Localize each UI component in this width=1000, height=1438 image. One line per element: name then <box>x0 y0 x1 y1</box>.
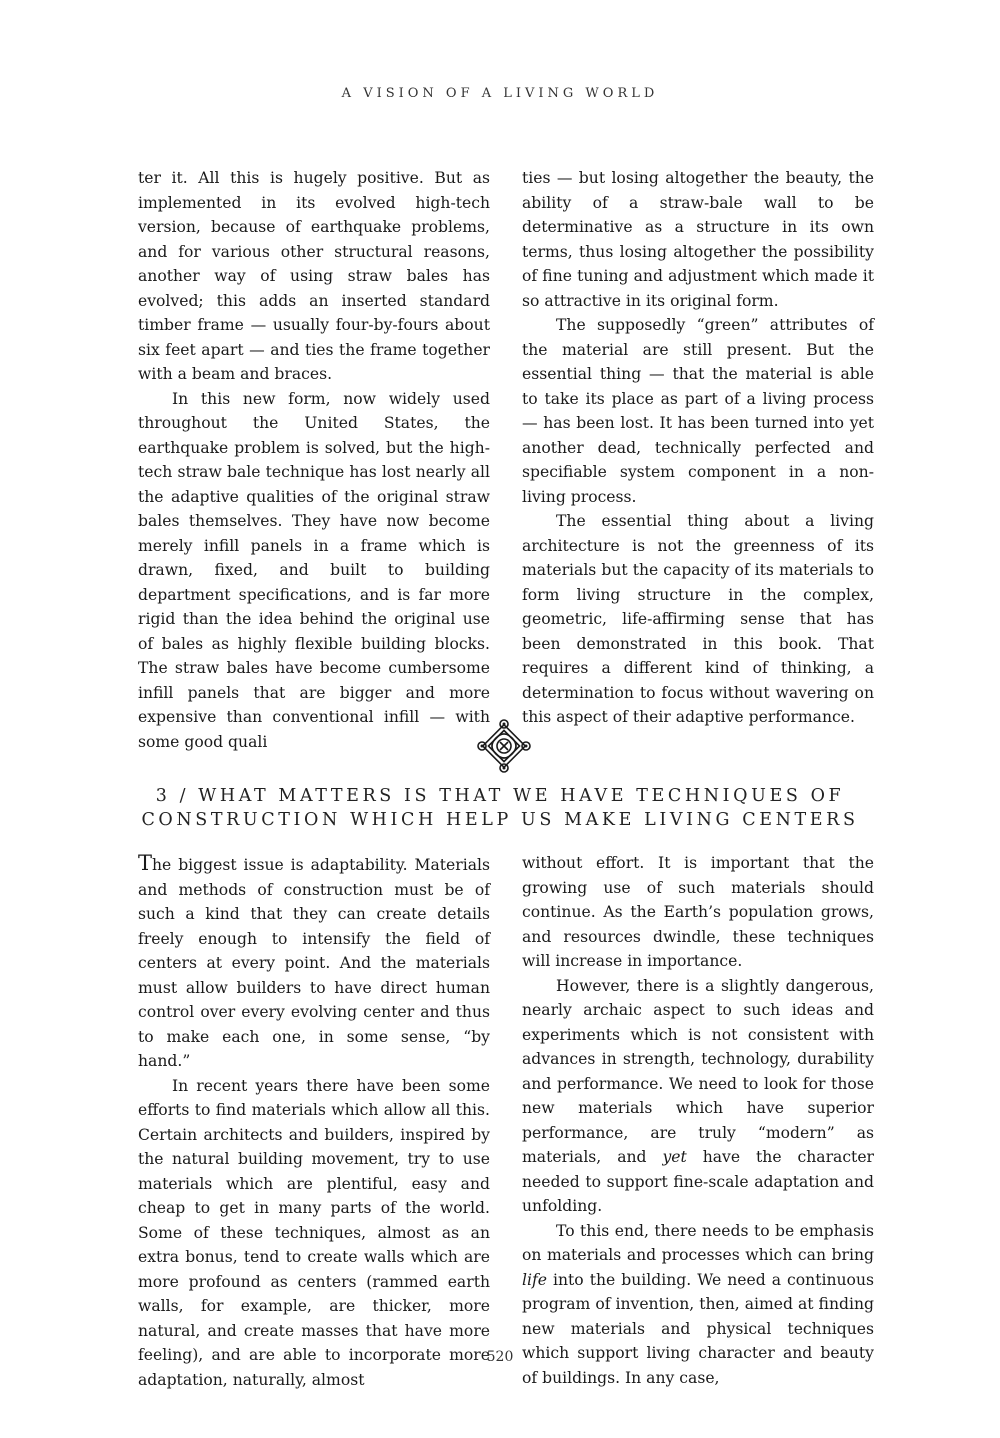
top-right-column <box>522 166 874 730</box>
paragraph-text: To this end, there needs to be emphasis on materials and processes which can bring <box>522 1221 874 1264</box>
paragraph: The supposedly “green” attributes of the material are still present. But the essential thing — that the material is able to take its place as part of a living process — has been lost. It has been turned into yet another dead, technically perfected and specifiable system component in a non-living process. <box>522 316 874 506</box>
emphasis: yet <box>662 1148 687 1166</box>
section-heading <box>100 784 900 832</box>
paragraph: ties — but losing altogether the beauty, the ability of a straw-bale wall to be determinative as a structure in its own terms, thus losing altogether the possibility of fine tuning and adjustment which made it so attractive in its original form. <box>522 169 874 310</box>
paragraph: In recent years there have been some efforts to find materials which allow all this. Certain architects and builders, inspired by the natural building movement, try to use materials which are plentiful, easy and cheap to get in many parts of the world. Some of these techniques, almost as an extra bonus, tend to create walls which are more profound as centers (rammed earth walls, for example, are thicker, more natural, and create masses that have more feeling), and are able to incorporate more adaptation, naturally, almost <box>138 1076 490 1389</box>
paragraph: The essential thing about a living architecture is not the greenness of its materials but the capacity of its materials to form living structure in the complex, geometric, life-affirming sense that has been demonstrated in this book. That requires a different kind of thinking, a determination to focus without wavering on this aspect of their adaptive performance. <box>522 512 874 726</box>
top-left-column <box>138 166 490 754</box>
paragraph-text: he biggest issue is adaptability. Materials and methods of construction must be of such a kind that they can create details freely enough to intensify the field of centers at every point. And the materials must allow builders to have direct human control over every evolving center and thus to make each one, in some sense, “by hand.” <box>138 856 490 1070</box>
paragraph: ter it. All this is hugely positive. But as implemented in its evolved high-tech version, because of earthquake problems, and for various other structural reasons, another way of using straw bales has evolved; this adds an inserted standard timber frame — usually four-by-fours about six feet apart — and ties the frame together with a beam and braces. <box>138 169 490 383</box>
bottom-right-column <box>522 851 874 1390</box>
paragraph <box>138 851 490 1074</box>
paragraph-text: However, there is a slightly dangerous, nearly archaic aspect to such ideas and experiments which is not consistent with advances in strength, technology, durability and performance. We need to look for those new materials which have superior performance, are truly “modern” as materials, and <box>522 976 874 1166</box>
drop-cap: T <box>138 851 153 875</box>
paragraph-text: into the building. We need a continuous program of invention, then, aimed at finding new materials and physical techniques which support living character and beauty of buildings. In any case, <box>522 1270 874 1387</box>
paragraph: without effort. It is important that the growing use of such materials should continue. As the Earth’s population grows, and resources dwindle, these techniques will increase in importance. <box>522 854 874 970</box>
bottom-left-column <box>138 851 490 1392</box>
running-header: A VISION OF A LIVING WORLD <box>341 86 659 101</box>
paragraph: In this new form, now widely used throughout the United States, the earthquake problem is solved, but the high-tech straw bale technique has lost nearly all the adaptive qualities of the original straw bales themselves. They have now become merely infill panels in a frame which is drawn, fixed, and built to building department specifications, and is far more rigid than the idea behind the original use of bales as highly flexible building blocks. The straw bales have become cumbersome infill panels that are bigger and more expensive than conventional infill — with some good quali <box>138 389 490 751</box>
section-heading-line: 3 / WHAT MATTERS IS THAT WE HAVE TECHNIQUES OF <box>155 786 845 806</box>
celtic-knot-ornament-icon <box>476 718 532 774</box>
paragraph-text: have the character needed to support fine-scale adaptation and unfolding. <box>522 1148 875 1215</box>
paragraph <box>522 974 874 1219</box>
emphasis: life <box>522 1270 547 1289</box>
section-heading-line: CONSTRUCTION WHICH HELP US MAKE LIVING CENTERS <box>141 810 859 830</box>
page-number: 520 <box>486 1349 514 1365</box>
